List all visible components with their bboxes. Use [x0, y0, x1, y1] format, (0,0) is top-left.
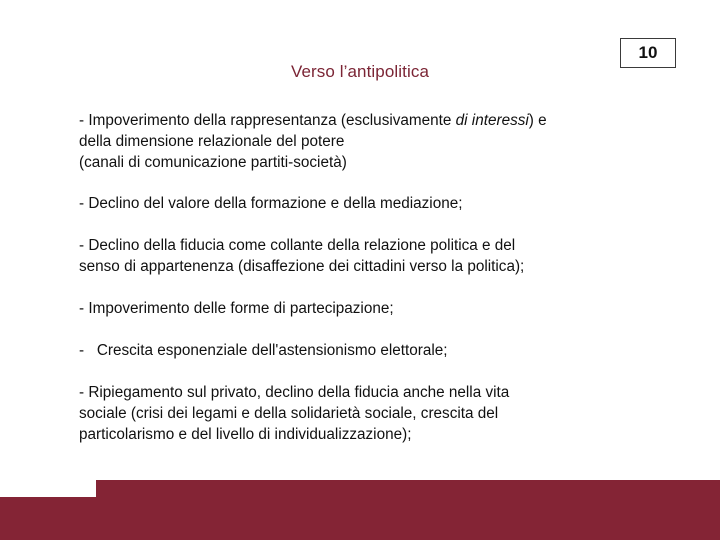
bullet-item-3 — [79, 235, 659, 277]
bullet-6-line-3: particolarismo e del livello di individualizzazione); — [79, 426, 412, 443]
spacer — [79, 277, 659, 298]
bullet-1-line-3: (canali di comunicazione partiti-società) — [79, 154, 347, 171]
bullet-6-line-1: - Ripiegamento sul privato, declino della fiducia anche nella vita — [79, 384, 510, 401]
bullet-item-4: - Impoverimento delle forme di partecipazione; — [79, 300, 394, 317]
page-number-badge — [620, 38, 676, 68]
spacer — [79, 361, 659, 382]
bullet-1-italic-text: di interessi — [455, 112, 529, 129]
bullet-item-6 — [79, 382, 659, 445]
bullet-item-1 — [79, 110, 659, 173]
bullet-6-line-2: sociale (crisi dei legami e della solidarietà sociale, crescita del — [79, 405, 499, 422]
footer-band-left — [0, 497, 96, 540]
spacer — [79, 173, 659, 193]
bullet-item-2: - Declino del valore della formazione e della mediazione; — [79, 195, 463, 212]
page-number: 10 — [638, 43, 658, 62]
bullet-1-text-start: - Impoverimento della rappresentanza (esclusivamente — [79, 112, 456, 129]
spacer — [79, 319, 659, 340]
footer-band — [96, 480, 720, 540]
slide-title: Verso l’antipolitica — [290, 62, 430, 81]
bullet-3-line-1: - Declino della fiducia come collante della relazione politica e del — [79, 237, 516, 254]
bullet-item-5: - Crescita esponenziale dell'astensionismo elettorale; — [79, 342, 448, 359]
bullet-list — [79, 110, 659, 445]
bullet-1-line-2: della dimensione relazionale del potere — [79, 133, 345, 150]
spacer — [79, 214, 659, 235]
bullet-1-text-end: ) e — [528, 112, 547, 129]
bullet-1-line-1 — [79, 110, 659, 131]
bullet-3-line-2: senso di appartenenza (disaffezione dei cittadini verso la politica); — [79, 258, 525, 275]
